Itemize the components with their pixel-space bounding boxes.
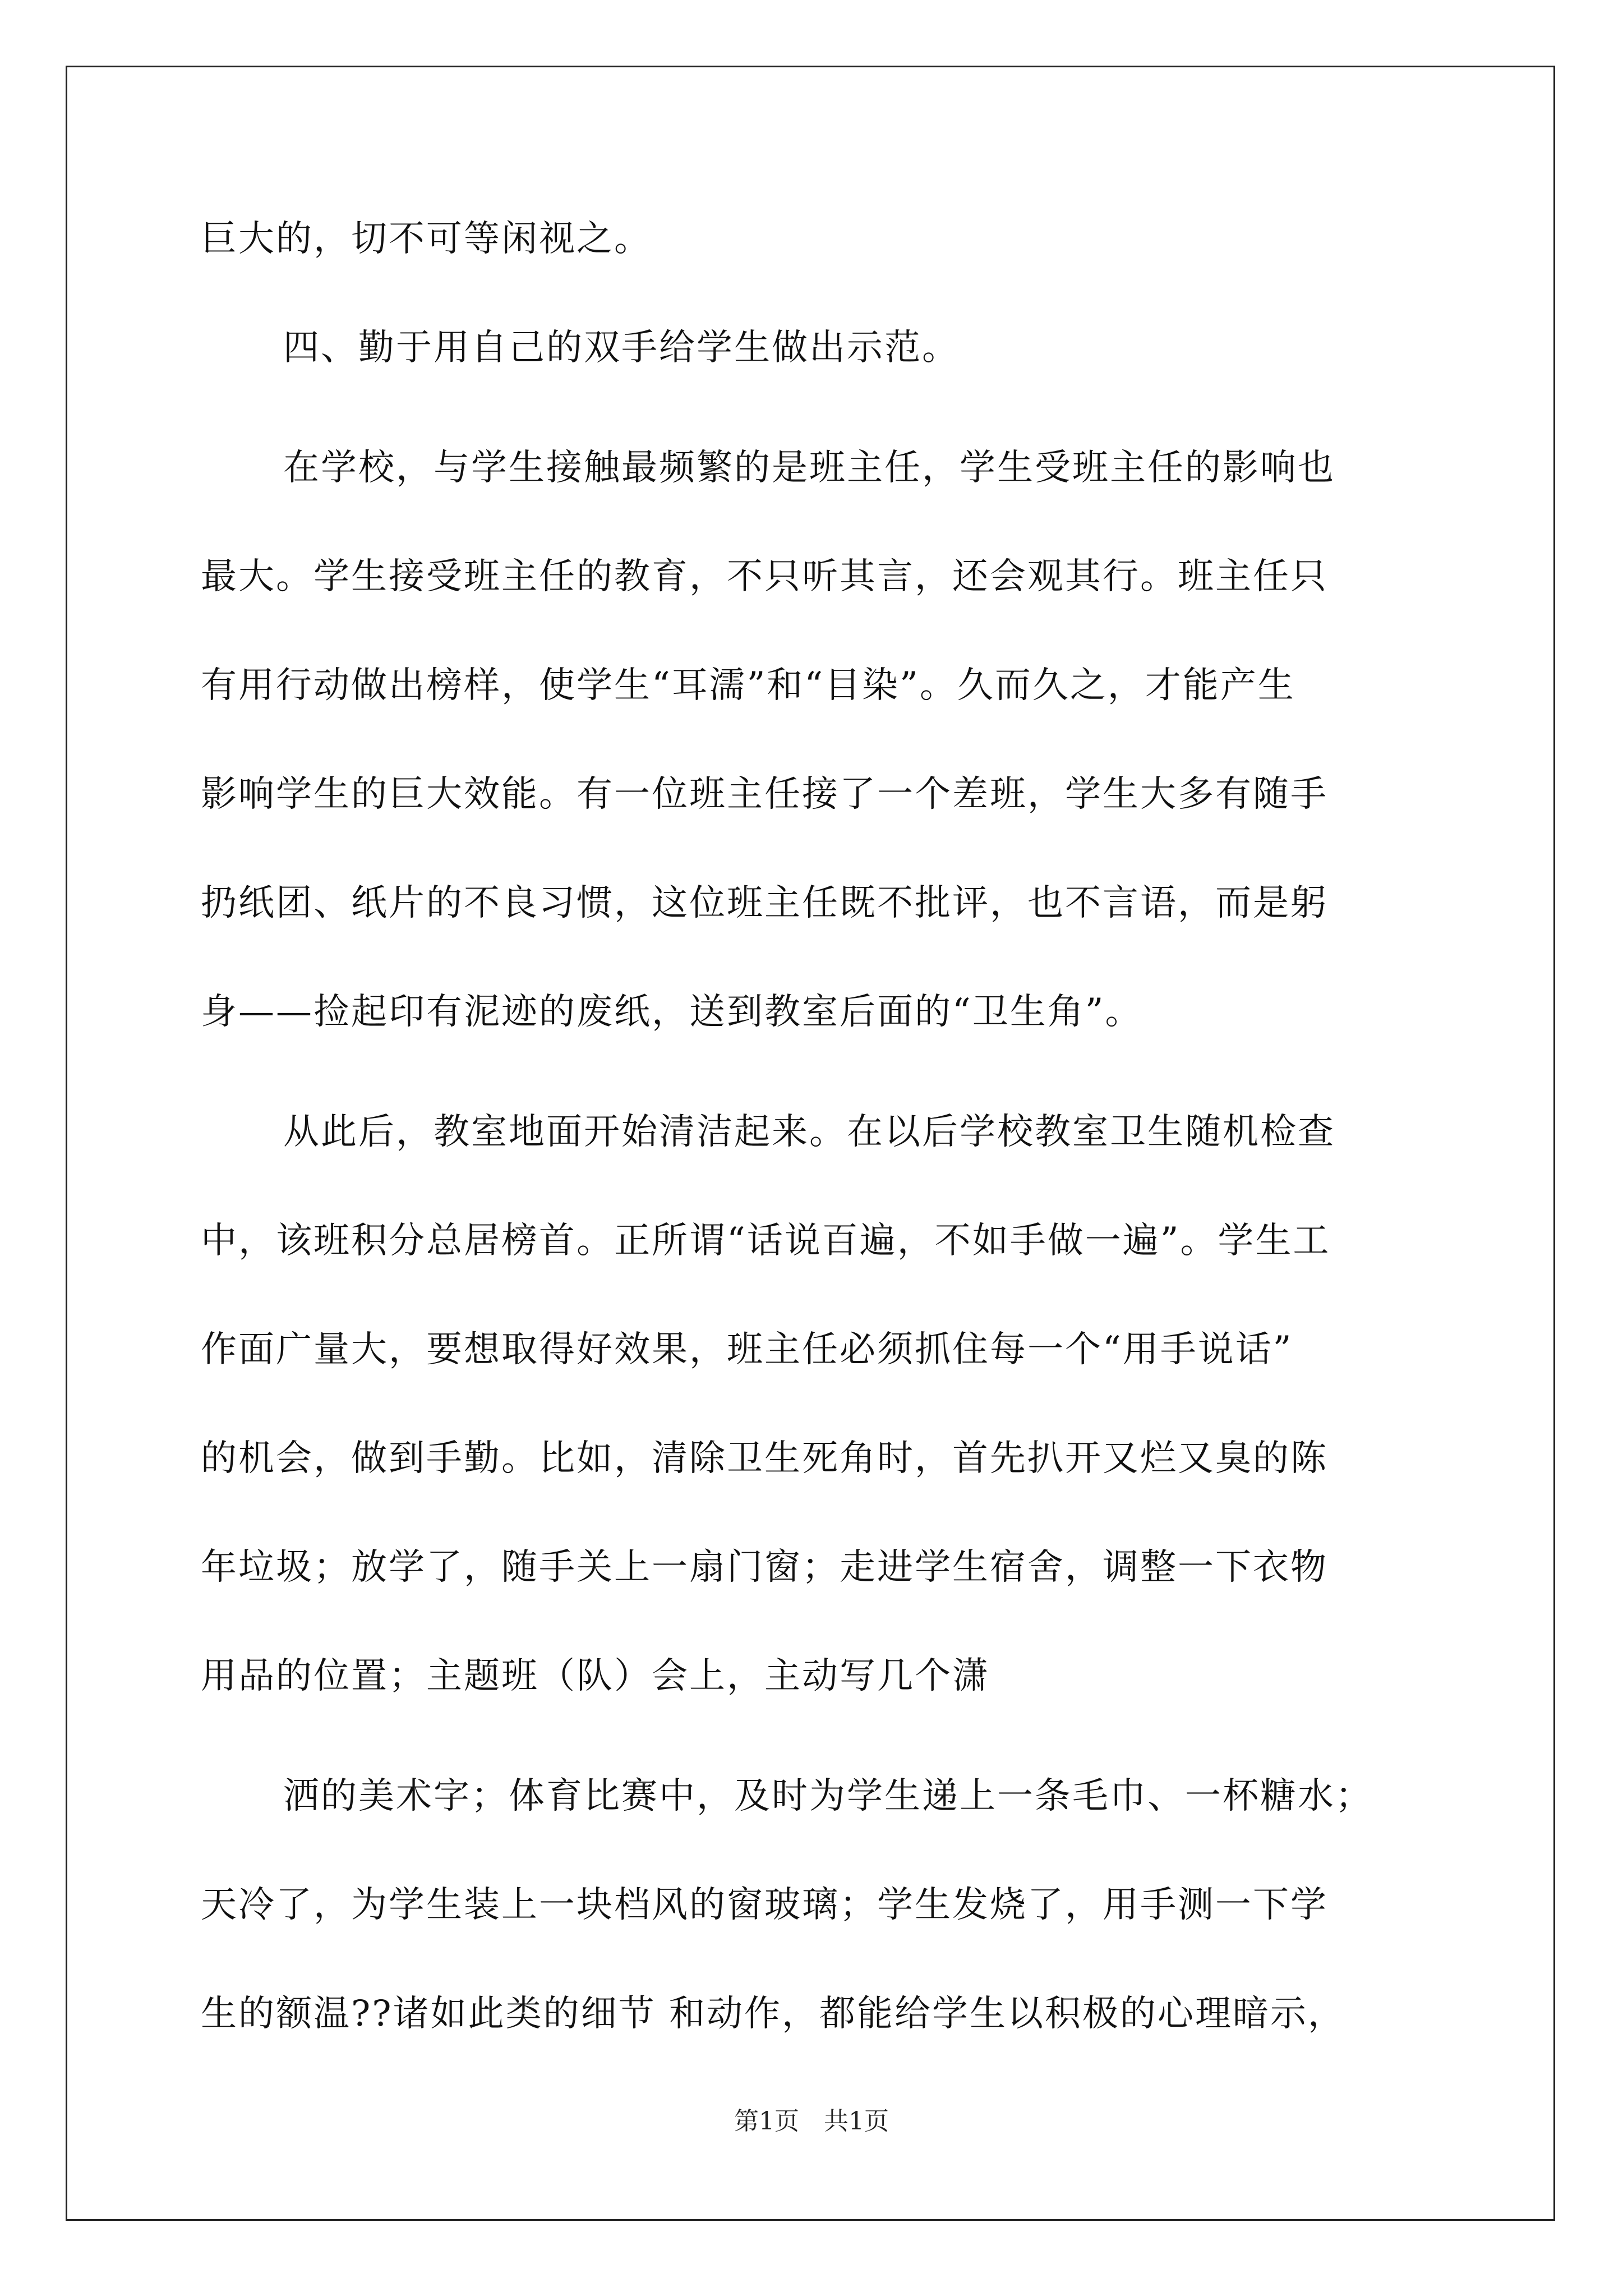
body-line-13: 年垃圾；放学了，随手关上一扇门窗；走进学生宿舍，调整一下衣物 <box>201 1547 1328 1588</box>
section-heading-4: 四、勤于用自己的双手给学生做出示范。 <box>283 327 960 369</box>
body-line-9: 从此后，教室地面开始清洁起来。在以后学校教室卫生随机检查 <box>283 1111 1335 1153</box>
body-line-11: 作面广量大，要想取得好效果，班主任必须抓住每一个“用手说话” <box>201 1329 1293 1370</box>
body-line-1: 巨大的，切不可等闲视之。 <box>201 218 652 260</box>
body-line-3: 在学校，与学生接触最频繁的是班主任，学生受班主任的影响也 <box>283 447 1335 489</box>
body-line-12: 的机会，做到手勤。比如，清除卫生死角时，首先扒开又烂又臭的陈 <box>201 1438 1328 1479</box>
body-line-14: 用品的位置；主题班（队）会上，主动写几个潇 <box>201 1655 990 1697</box>
page-number-footer: 第1页 共1页 <box>734 2107 889 2136</box>
body-line-10: 中，该班积分总居榜首。正所谓“话说百遍，不如手做一遍”。学生工 <box>201 1220 1331 1262</box>
body-line-16: 天冷了，为学生装上一块档风的窗玻璃；学生发烧了，用手测一下学 <box>201 1884 1328 1926</box>
body-line-15: 洒的美术字；体育比赛中，及时为学生递上一条毛巾、一杯糖水； <box>283 1775 1373 1817</box>
body-line-8: 身——捡起印有泥迹的废纸，送到教室后面的“卫生角”。 <box>201 991 1143 1033</box>
body-line-4: 最大。学生接受班主任的教育，不只听其言，还会观其行。班主任只 <box>201 556 1328 597</box>
body-line-7: 扔纸团、纸片的不良习惯，这位班主任既不批评，也不言语，而是躬 <box>201 882 1328 924</box>
body-line-17: 生的额温??诸如此类的细节 和动作，都能给学生以积极的心理暗示， <box>201 1993 1345 2035</box>
body-line-5: 有用行动做出榜样，使学生“耳濡”和“目染”。久而久之，才能产生 <box>201 665 1295 706</box>
body-line-6: 影响学生的巨大效能。有一位班主任接了一个差班，学生大多有随手 <box>201 774 1328 815</box>
